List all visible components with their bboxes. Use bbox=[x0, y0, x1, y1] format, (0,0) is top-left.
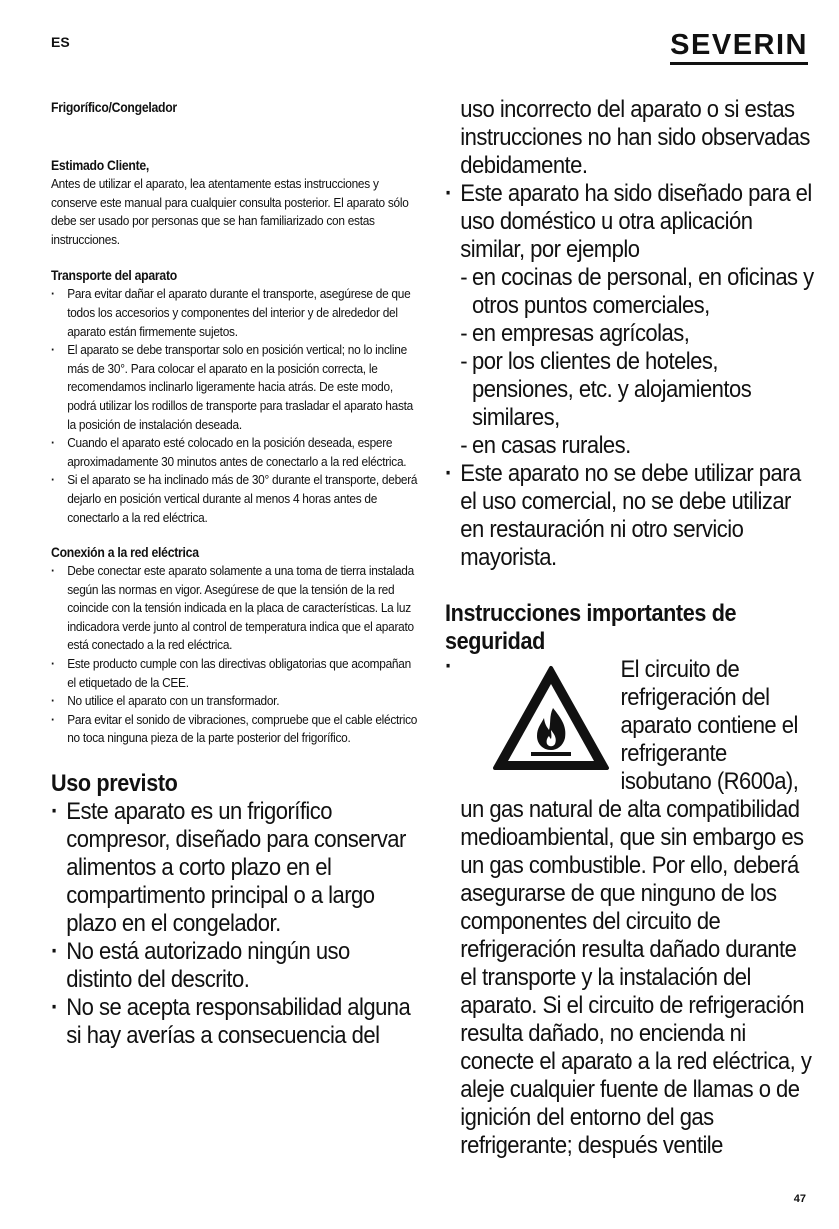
usage-list bbox=[445, 180, 814, 572]
list-item: · Para evitar dañar el aparato durante el transporte, asegúrese de que todos los accesorios y componentes del interior y de alrededor del aparato están firmemente sujetos. bbox=[51, 285, 420, 341]
page-number: 47 bbox=[793, 1193, 806, 1205]
sub-item: - en empresas agrícolas, bbox=[460, 320, 814, 348]
manual-title: Frigorífico/Congelador bbox=[51, 100, 177, 115]
use-heading: Uso previsto bbox=[51, 770, 178, 798]
safety-heading: Instrucciones importantes de seguridad bbox=[445, 600, 737, 655]
list-item bbox=[445, 180, 814, 460]
list-item: · Si el aparato se ha inclinado más de 30° durante el transporte, deberá dejarlo en posición vertical durante al menos 4 horas antes de conectarlo a la red eléctrica. bbox=[51, 471, 420, 527]
safety-text-beside-icon: El circuito de refrigeración del aparato contiene el refrigerante isobutano (R600a), bbox=[620, 656, 799, 795]
safety-text-below: un gas natural de alta compatibilidad medioambiental, que sin embargo es un gas combustible. Por ello, deberá asegurarse de que ninguno de los componentes del circuito de refrigeración resulta dañado durante el transporte y la instalación del aparato. Si el circuito de refrigeración resulta dañado, no encienda ni conecte el aparato a la red eléctrica, y aleje cualquier fuente de llamas o de ignición del entorno del gas refrigerante; después ventile bbox=[460, 796, 812, 1159]
right-column bbox=[445, 96, 815, 1160]
list-item: · Cuando el aparato esté colocado en la posición deseada, espere aproximadamente 30 minutos antes de conectarlo a la red eléctrica. bbox=[51, 434, 420, 471]
list-item: · No está autorizado ningún uso distinto del descrito. bbox=[51, 938, 420, 994]
sub-item: - en cocinas de personal, en oficinas y otros puntos comerciales, bbox=[460, 264, 814, 320]
language-code: ES bbox=[51, 34, 70, 50]
intro-paragraph: Antes de utilizar el aparato, lea atentamente estas instrucciones y conserve este manual para cualquier consulta posterior. El aparato sólo debe ser usado por personas que se han familiarizado con estas instrucciones. bbox=[51, 176, 409, 247]
sub-item: - por los clientes de hoteles, pensiones, etc. y alojamientos similares, bbox=[460, 348, 814, 432]
list-item: · Este producto cumple con las directivas obligatorias que acompañan el etiquetado de la CEE. bbox=[51, 655, 420, 692]
connection-heading: Conexión a la red eléctrica bbox=[51, 545, 199, 561]
list-item: · Para evitar el sonido de vibraciones, compruebe que el cable eléctrico no toca ninguna pieza de la parte posterior del frigorífico. bbox=[51, 711, 420, 748]
continuation-paragraph: uso incorrecto del aparato o si estas instrucciones no han sido observadas debidamente. bbox=[460, 96, 810, 179]
domestic-use-text: Este aparato ha sido diseñado para el uso doméstico u otra aplicación similar, por ejemplo bbox=[460, 180, 812, 263]
transport-heading: Transporte del aparato bbox=[51, 268, 177, 284]
greeting: Estimado Cliente, bbox=[51, 158, 150, 173]
flammable-warning-icon bbox=[491, 664, 611, 772]
use-list bbox=[51, 798, 420, 1050]
left-column bbox=[51, 99, 421, 1050]
list-item: · Debe conectar este aparato solamente a una toma de tierra instalada según las normas en vigor. Asegúrese de que la tensión de la red coincide con la tensión indicada en la placa de características. La luz indicadora verde junto al control de temperatura indica que el aparato está conectado a la red eléctrica. bbox=[51, 562, 420, 655]
examples-list bbox=[460, 264, 814, 460]
sub-item: - en casas rurales. bbox=[460, 432, 814, 460]
list-item: · No se acepta responsabilidad alguna si hay averías a consecuencia del bbox=[51, 994, 420, 1050]
list-item: · El aparato se debe transportar solo en posición vertical; no lo incline más de 30°. Para colocar el aparato en la posición correcta, le recomendamos inclinarlo ligeramente hacia atrás. De este modo, podrá utilizar los rodillos de transporte para trasladar el aparato hasta la posición de instalación deseada. bbox=[51, 341, 420, 434]
list-item: · Este aparato es un frigorífico compresor, diseñado para conservar alimentos a corto plazo en el compartimento principal o a largo plazo en el congelador. bbox=[51, 798, 420, 938]
bullet: · bbox=[445, 653, 452, 680]
list-item: · Este aparato no se debe utilizar para el uso comercial, no se debe utilizar en restauración ni otro servicio mayorista. bbox=[445, 460, 814, 572]
connection-list bbox=[51, 562, 420, 748]
brand-logo: SEVERIN bbox=[670, 30, 808, 65]
transport-list bbox=[51, 285, 420, 527]
list-item: · No utilice el aparato con un transformador. bbox=[51, 692, 420, 711]
